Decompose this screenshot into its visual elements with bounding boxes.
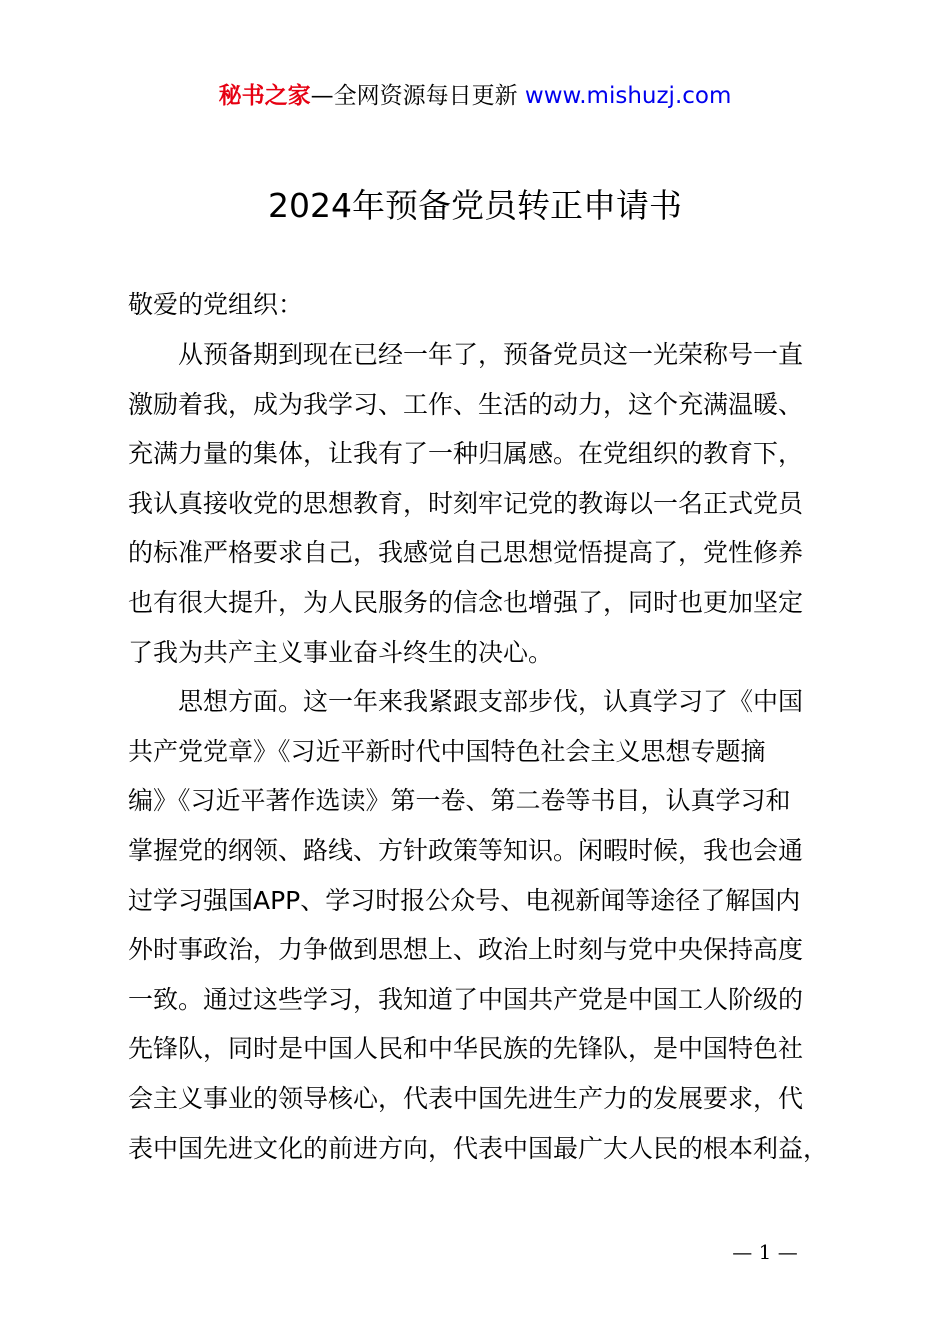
paragraph-line: 表中国先进文化的前进方向，代表中国最广大人民的根本利益， bbox=[128, 1133, 829, 1163]
site-header bbox=[0, 80, 950, 112]
site-brand: 秘书之家 bbox=[218, 83, 311, 109]
body-paragraph bbox=[128, 677, 838, 1173]
paragraph-line: 思想方面。这一年来我紧跟支部步伐，认真学习了《中国 bbox=[178, 687, 804, 717]
paragraph-line: 外时事政治，力争做到思想上、政治上时刻与党中央保持高度 bbox=[128, 935, 804, 965]
paragraph-line: 充满力量的集体，让我有了一种归属感。在党组织的教育下， bbox=[128, 439, 804, 469]
paragraph-line: 编》《习近平著作选读》第一卷、第二卷等书目，认真学习和 bbox=[128, 786, 791, 816]
paragraph-line: 了我为共产主义事业奋斗终生的决心。 bbox=[128, 637, 554, 667]
page-number: — 1 — bbox=[732, 1240, 798, 1264]
paragraph-line: 掌握党的纲领、路线、方针政策等知识。闲暇时候，我也会通 bbox=[128, 835, 804, 865]
paragraph-line: 也有很大提升，为人民服务的信念也增强了，同时也更加坚定 bbox=[128, 587, 804, 617]
paragraph-line: 激励着我，成为我学习、工作、生活的动力，这个充满温暖、 bbox=[128, 389, 804, 419]
paragraph-line: 从预备期到现在已经一年了，预备党员这一光荣称号一直 bbox=[178, 340, 804, 369]
paragraph-line: 会主义事业的领导核心，代表中国先进生产力的发展要求，代 bbox=[128, 1083, 804, 1113]
paragraphs-container bbox=[128, 330, 838, 1173]
document-body bbox=[128, 280, 838, 1173]
paragraph-line: 我认真接收党的思想教育，时刻牢记党的教诲以一名正式党员 bbox=[128, 488, 804, 518]
paragraph-line: 共产党党章》《习近平新时代中国特色社会主义思想专题摘 bbox=[128, 736, 766, 766]
paragraph-line: 过学习强国APP、学习时报公众号、电视新闻等途径了解国内 bbox=[128, 885, 801, 915]
salutation: 敬爱的党组织： bbox=[128, 290, 304, 319]
body-paragraph bbox=[128, 330, 838, 677]
paragraph-line: 一致。通过这些学习，我知道了中国共产党是中国工人阶级的 bbox=[128, 984, 804, 1014]
paragraph-line: 的标准严格要求自己，我感觉自己思想觉悟提高了，党性修养 bbox=[128, 538, 804, 568]
site-url-link[interactable]: www.mishuzj.com bbox=[524, 83, 732, 109]
document-title: 2024年预备党员转正申请书 bbox=[268, 186, 682, 225]
site-tagline: —全网资源每日更新 bbox=[310, 83, 518, 109]
paragraph-line: 先锋队，同时是中国人民和中华民族的先锋队，是中国特色社 bbox=[128, 1034, 804, 1064]
